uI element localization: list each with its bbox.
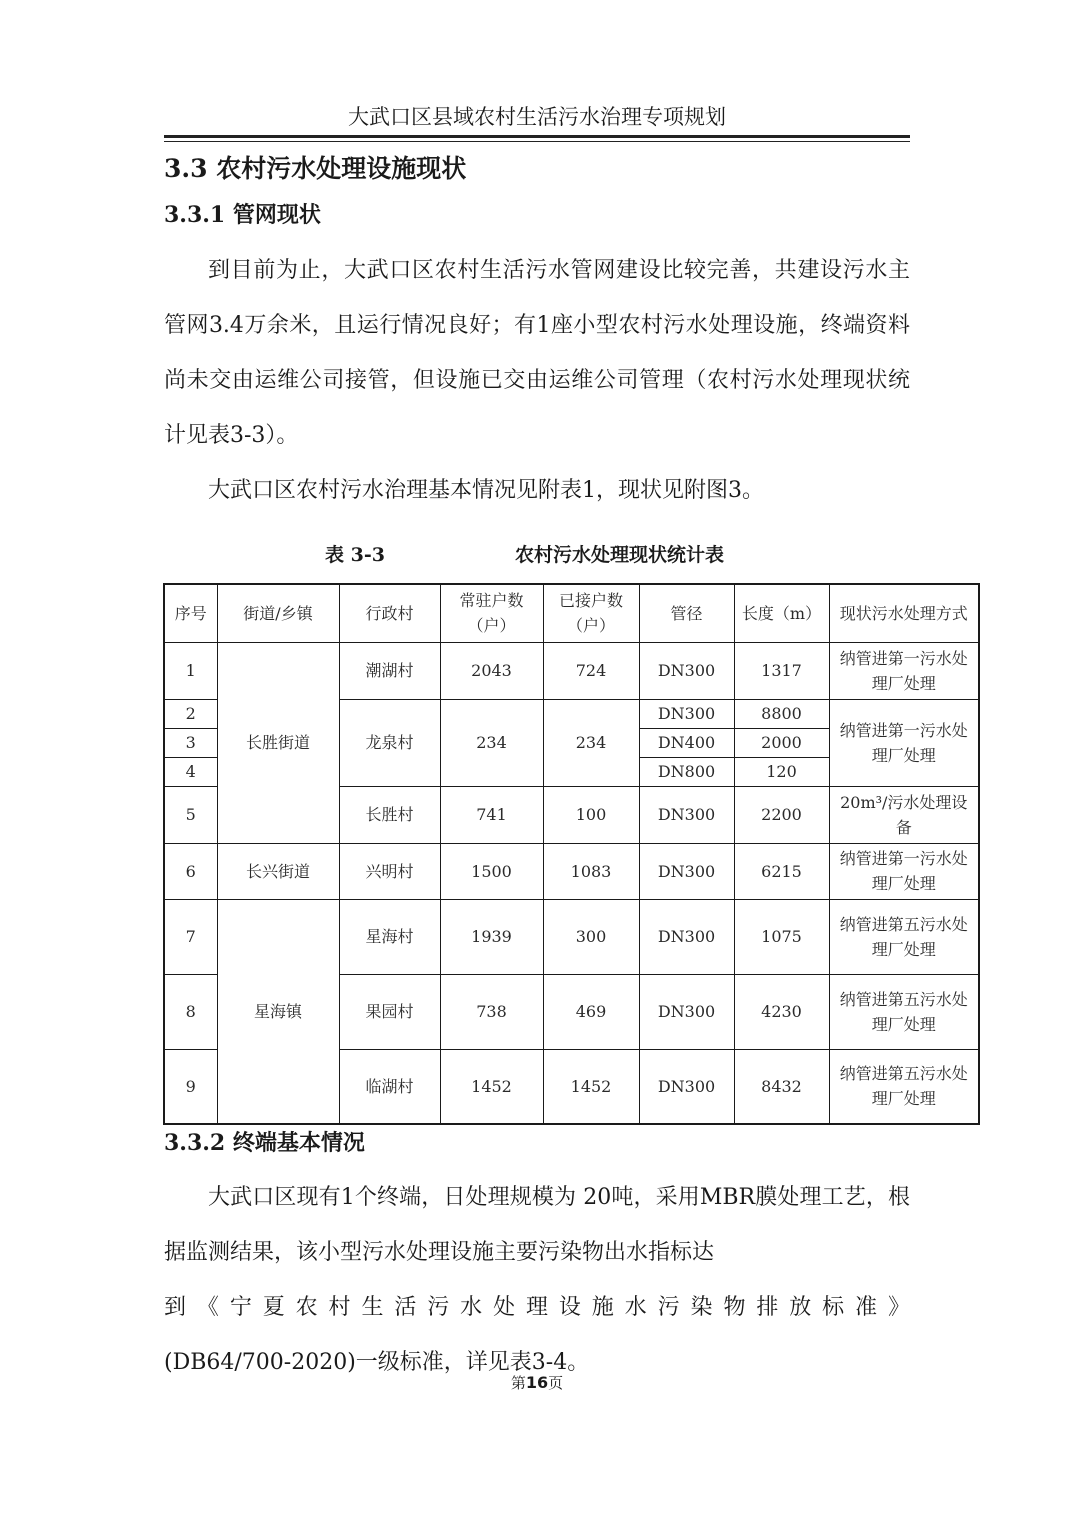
cell-village: 果园村 — [339, 974, 440, 1049]
cell-village: 临湖村 — [339, 1049, 440, 1124]
cell-street: 长胜街道 — [217, 642, 339, 843]
table-row — [164, 843, 979, 899]
header-cell-resident: 常驻户数（户） — [440, 584, 543, 642]
header-rule-thick — [164, 135, 910, 138]
footer-prefix: 第 — [510, 1374, 526, 1392]
cell-connected: 300 — [543, 899, 639, 974]
paragraph-pipe-network-text: 到目前为止，大武口区农村生活污水管网建设比较完善，共建设污水主管网3.4万余米，且运行情况良好；有1座小型农村污水处理设施，终端资料尚未交由运维公司接管，但设施已交由运维公司管理（农村污水处理现状统计见表3-3）。 — [164, 258, 910, 448]
cell-method: 纳管进第一污水处理厂处理 — [829, 699, 979, 786]
cell-connected: 1083 — [543, 843, 639, 899]
paragraph-pipe-network — [164, 243, 910, 463]
cell-village: 长胜村 — [339, 786, 440, 843]
header-cell-connected: 已接户数（户） — [543, 584, 639, 642]
table-row — [164, 899, 979, 974]
cell-resident: 1500 — [440, 843, 543, 899]
cell-no: 4 — [164, 757, 217, 786]
page-footer — [0, 1372, 1074, 1394]
cell-diameter: DN300 — [639, 786, 734, 843]
cell-street: 长兴街道 — [217, 843, 339, 899]
cell-diameter: DN300 — [639, 899, 734, 974]
cell-connected: 724 — [543, 642, 639, 699]
cell-diameter: DN300 — [639, 642, 734, 699]
cell-method: 纳管进第一污水处理厂处理 — [829, 642, 979, 699]
cell-village: 兴明村 — [339, 843, 440, 899]
paragraph-terminal-text-c: (DB64/700-2020)一级标准，详见表3-4。 — [164, 1350, 590, 1375]
table-label: 表 3-3 — [325, 544, 385, 566]
cell-village: 龙泉村 — [339, 699, 440, 786]
cell-no: 9 — [164, 1049, 217, 1124]
cell-resident: 741 — [440, 786, 543, 843]
table-header-row — [164, 584, 979, 642]
cell-village: 潮湖村 — [339, 642, 440, 699]
page-header: 大武口区县域农村生活污水治理专项规划 — [348, 105, 726, 129]
paragraph-terminal-text-a: 大武口区现有1个终端，日处理规模为 20吨，采用MBR膜处理工艺，根据监测结果，该小型污水处理设施主要污染物出水指标达 — [164, 1185, 910, 1265]
cell-no: 5 — [164, 786, 217, 843]
header-cell-street: 街道/乡镇 — [217, 584, 339, 642]
header-cell-village: 行政村 — [339, 584, 440, 642]
cell-no: 1 — [164, 642, 217, 699]
cell-no: 8 — [164, 974, 217, 1049]
cell-diameter: DN800 — [639, 757, 734, 786]
cell-length: 1075 — [734, 899, 829, 974]
cell-length: 120 — [734, 757, 829, 786]
cell-length: 6215 — [734, 843, 829, 899]
cell-no: 7 — [164, 899, 217, 974]
cell-village: 星海村 — [339, 899, 440, 974]
header-cell-diameter: 管径 — [639, 584, 734, 642]
cell-length: 8800 — [734, 699, 829, 728]
paragraph-appendix — [164, 463, 910, 518]
table-title: 农村污水处理现状统计表 — [515, 544, 725, 566]
cell-resident: 1452 — [440, 1049, 543, 1124]
table-row — [164, 642, 979, 699]
cell-street: 星海镇 — [217, 899, 339, 1124]
subsection-heading-terminal: 3.3.2 终端基本情况 — [164, 1130, 365, 1156]
cell-connected: 234 — [543, 699, 639, 786]
cell-no: 6 — [164, 843, 217, 899]
cell-length: 4230 — [734, 974, 829, 1049]
cell-no: 2 — [164, 699, 217, 728]
cell-method: 纳管进第五污水处理厂处理 — [829, 1049, 979, 1124]
cell-length: 2000 — [734, 728, 829, 757]
cell-method: 20m³/污水处理设备 — [829, 786, 979, 843]
cell-no: 3 — [164, 728, 217, 757]
cell-diameter: DN300 — [639, 699, 734, 728]
section-heading: 3.3 农村污水处理设施现状 — [164, 154, 467, 183]
paragraph-appendix-text: 大武口区农村污水治理基本情况见附表1，现状见附图3。 — [208, 478, 764, 503]
cell-connected: 1452 — [543, 1049, 639, 1124]
cell-resident: 234 — [440, 699, 543, 786]
cell-length: 8432 — [734, 1049, 829, 1124]
cell-length: 1317 — [734, 642, 829, 699]
paragraph-terminal-text-b: 到《宁夏农村生活污水处理设施水污染物排放标准》 — [164, 1295, 910, 1320]
cell-method: 纳管进第五污水处理厂处理 — [829, 974, 979, 1049]
header-cell-no: 序号 — [164, 584, 217, 642]
cell-diameter: DN300 — [639, 843, 734, 899]
subsection-heading-pipe-network: 3.3.1 管网现状 — [164, 202, 321, 228]
cell-connected: 469 — [543, 974, 639, 1049]
cell-method: 纳管进第一污水处理厂处理 — [829, 843, 979, 899]
header-rule-thin — [164, 141, 910, 142]
header-cell-method: 现状污水处理方式 — [829, 584, 979, 642]
cell-diameter: DN300 — [639, 974, 734, 1049]
statistics-table — [163, 583, 980, 1125]
paragraph-terminal — [164, 1170, 910, 1390]
cell-method: 纳管进第五污水处理厂处理 — [829, 899, 979, 974]
header-cell-length: 长度（m） — [734, 584, 829, 642]
cell-length: 2200 — [734, 786, 829, 843]
page-number: 16 — [525, 1373, 549, 1392]
cell-resident: 2043 — [440, 642, 543, 699]
cell-connected: 100 — [543, 786, 639, 843]
footer-suffix: 页 — [548, 1374, 564, 1392]
cell-resident: 1939 — [440, 899, 543, 974]
cell-resident: 738 — [440, 974, 543, 1049]
cell-diameter: DN300 — [639, 1049, 734, 1124]
cell-diameter: DN400 — [639, 728, 734, 757]
